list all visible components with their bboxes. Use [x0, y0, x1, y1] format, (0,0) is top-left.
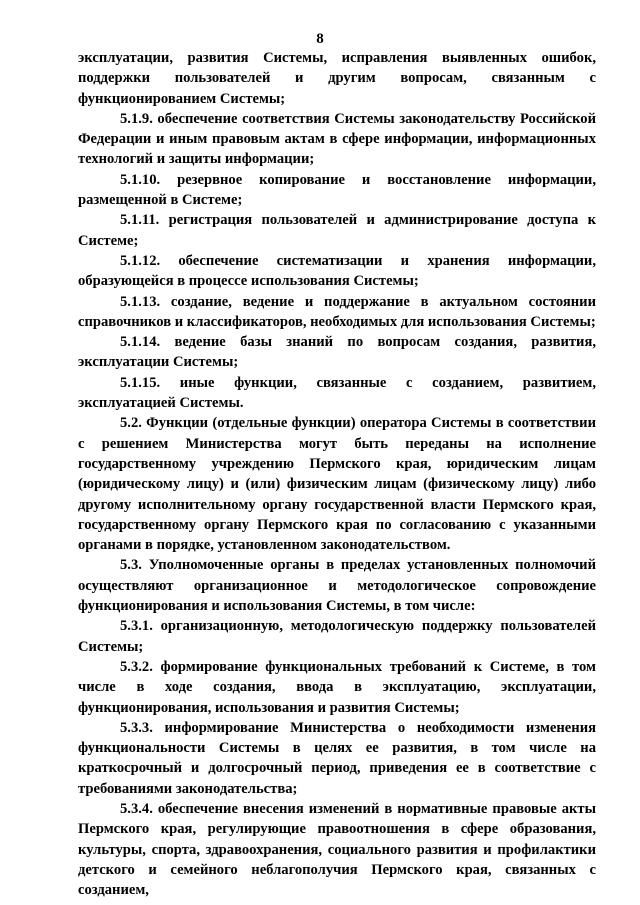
paragraph: 5.1.14. ведение базы знаний по вопросам создания, развития, эксплуатации Системы; [78, 334, 596, 371]
paragraph: 5.3.3. информирование Министерства о необходимости изменения функциональности Системы в целях ее развития, в том числе на краткосрочный и долгосрочный период, приведения ее в соответствие с требованиями законодательства; [78, 719, 596, 797]
paragraph: 5.1.12. обеспечение систематизации и хранения информации, образующейся в процессе использования Системы; [78, 252, 596, 290]
paragraph: 5.1.9. обеспечение соответствия Системы законодательству Российской Федерации и иным правовым актам в сфере информации, информационных технологий и защиты информации; [78, 110, 596, 168]
paragraph: 5.1.15. иные функции, связанные с созданием, развитием, эксплуатацией Системы. [78, 374, 596, 412]
paragraph: 5.3. Уполномоченные органы в пределах установленных полномочий осуществляют организационное и методологическое сопровождение функционирования и использования Системы, в том числе: [78, 557, 596, 615]
paragraph: 5.3.2. формирование функциональных требований к Системе, в том числе в ходе создания, ввода в эксплуатацию, эксплуатации, функционирования, использования и развития Системы; [78, 658, 596, 716]
paragraph: 5.1.13. создание, ведение и поддержание в актуальном состоянии справочников и классификаторов, необходимых для использования Системы; [78, 293, 596, 330]
paragraph: 5.1.11. регистрация пользователей и администрирование доступа к Системе; [78, 212, 596, 249]
paragraph: 5.2. Функции (отдельные функции) оператора Системы в соответствии с решением Министерства могут быть переданы на исполнение государственному учреждению Пермского края, юридическим лицам (юридическому лицу) и (или) физическим лицам (физическому лицу) либо другому исполнительному органу государственной власти Пермского края, государственному органу Пермского края по согласованию с указанными органами в порядке, установленном законодательством. [78, 415, 596, 554]
paragraph: 5.3.1. организационную, методологическую поддержку пользователей Системы; [78, 618, 596, 655]
page-number: 8 [316, 31, 324, 47]
document-body [78, 48, 596, 900]
paragraph: 5.1.10. резервное копирование и восстановление информации, размещенной в Системе; [78, 171, 596, 209]
paragraph: эксплуатации, развития Системы, исправления выявленных ошибок, поддержки пользователей и другим вопросам, связанным с функционированием Системы; [78, 50, 596, 107]
paragraph: 5.3.4. обеспечение внесения изменений в нормативные правовые акты Пермского края, регулирующие правоотношения в сфере образования, культуры, спорта, здравоохранения, социального развития и профилактики детского и семейного неблагополучия Пермского края, связанных с созданием, [78, 800, 596, 899]
